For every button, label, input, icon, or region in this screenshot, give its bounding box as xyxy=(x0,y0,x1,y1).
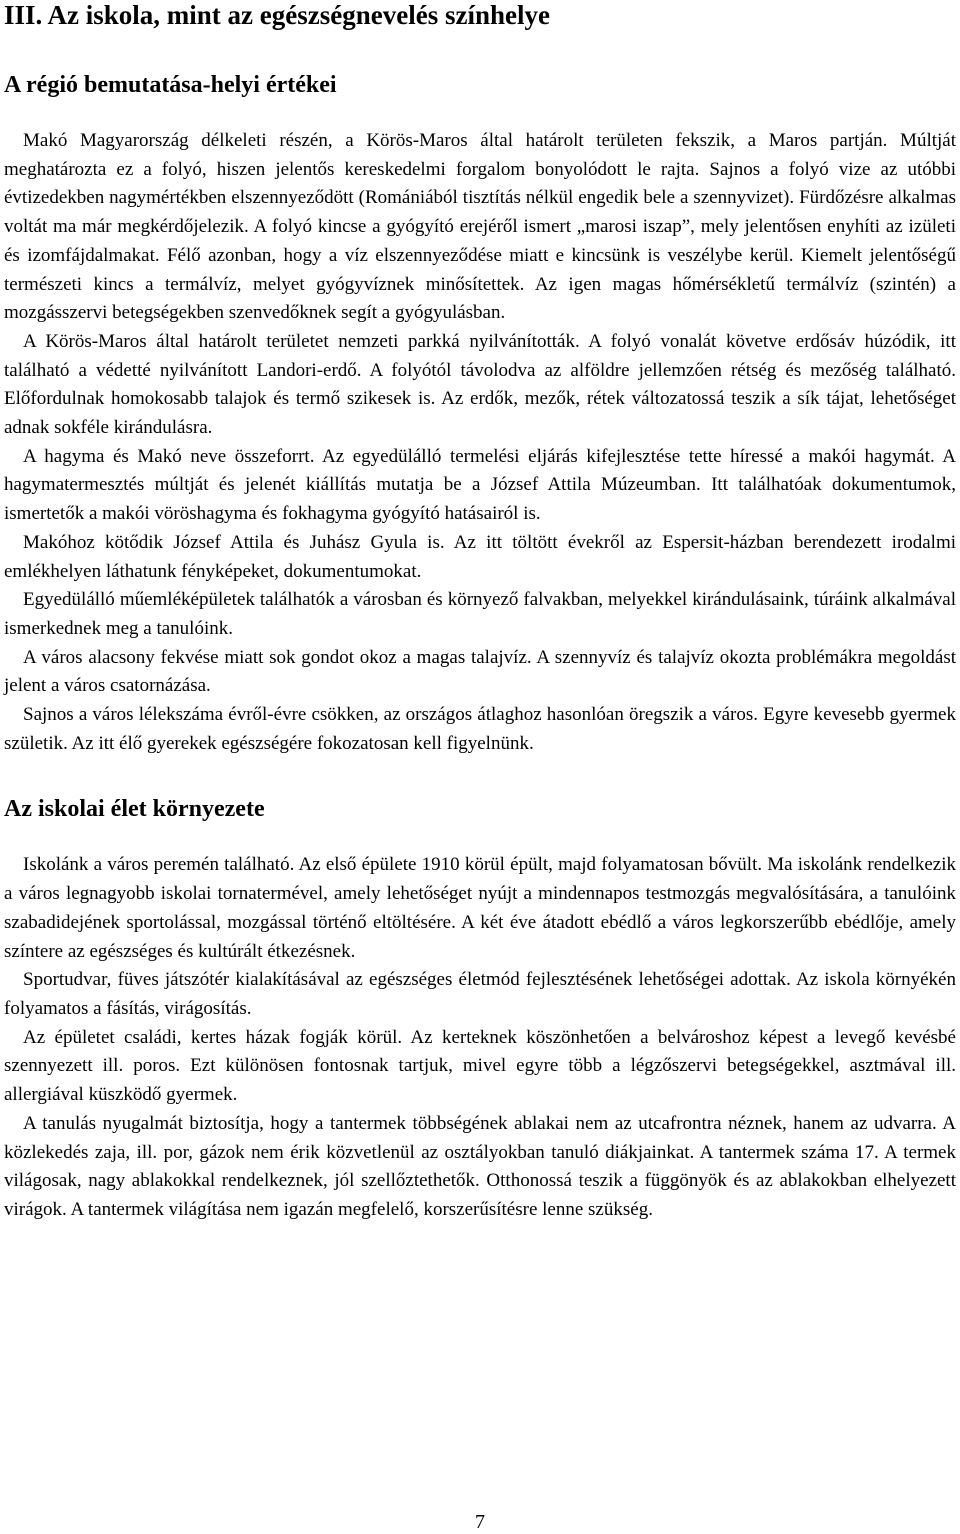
page-number: 7 xyxy=(475,1511,485,1533)
paragraph: A Körös-Maros által határolt területet nemzeti parkká nyilvánították. A folyó vonalát követve erdősáv húzódik, itt található a védetté nyilvánított Landori-erdő. A folyótól távolodva az alföldre jellemzően rétség és mezőség található. Előfordulnak homokosabb talajok és termő szikesek is. Az erdők, mezők, rétek változatossá teszik a sík tájat, lehetőséget adnak sokféle kirándulásra. xyxy=(4,330,956,439)
section-body-school xyxy=(4,851,956,1224)
paragraph: A hagyma és Makó neve összeforrt. Az egyedülálló termelési eljárás kifejlesztése tette híressé a makói hagymát. A hagymatermesztés múltját és jelenét kiállítás mutatja be a József Attila Múzeumban. Itt találhatóak dokumentumok, ismertetők a makói vöröshagyma és fokhagyma gyógyító hatásairól is. xyxy=(4,445,956,525)
document-page xyxy=(4,0,956,1225)
chapter-title: III. Az iskola, mint az egészségnevelés színhelye xyxy=(4,0,550,30)
paragraph: Makóhoz kötődik József Attila és Juhász Gyula is. Az itt töltött évekről az Espersit-házban berendezett irodalmi emlékhelyen láthatunk fényképeket, dokumentumokat. xyxy=(4,531,956,582)
section-heading-school: Az iskolai élet környezete xyxy=(4,796,265,823)
paragraph: Iskolánk a város peremén található. Az első épülete 1910 körül épült, majd folyamatosan bővült. Ma iskolánk rendelkezik a város legnagyobb iskolai tornatermével, amely lehetőséget nyújt a mindennapos testmozgás megvalósítására, a tanulóink szabadidejének sportolással, mozgással történő eltöltésére. A két éve átadott ebédlő a város legkorszerűbb ebédlője, amely színtere az egészséges és kultúrált étkezésnek. xyxy=(4,854,956,962)
paragraph: Sajnos a város lélekszáma évről-évre csökken, az országos átlaghoz hasonlóan öregszik a város. Egyre kevesebb gyermek születik. Az itt élő gyerekek egészségére fokozatosan kell figyelnünk. xyxy=(4,704,956,754)
section-heading-region: A régió bemutatása-helyi értékei xyxy=(4,72,337,98)
paragraph: A város alacsony fekvése miatt sok gondot okoz a magas talajvíz. A szennyvíz és talajvíz okozta problémákra megoldást jelent a város csatornázása. xyxy=(4,646,956,697)
paragraph: Az épületet családi, kertes házak fogják körül. Az kerteknek köszönhetően a belvároshoz képest a levegő kevésbé szennyezett ill. poros. Ezt különösen fontosnak tartjuk, mivel egyre több a légzőszervi betegségekkel, asztmával ill. allergiával küszködő gyermek. xyxy=(4,1026,956,1106)
section-body-region xyxy=(4,127,956,758)
paragraph: Egyedülálló műemléképületek találhatók a városban és környező falvakban, melyekkel kirándulásaink, túráink alkalmával ismerkednek meg a tanulóink. xyxy=(4,589,956,639)
paragraph: A tanulás nyugalmát biztosítja, hogy a tantermek többségének ablakai nem az utcafrontra néznek, hanem az udvarra. A közlekedés zaja, ill. por, gázok nem érik közvetlenül az osztályokban tanuló diákjainkat. A tantermek száma 17. A termek világosak, nagy ablakokkal rendelkeznek, jól szellőztethetők. Otthonossá teszik a függönyök és az ablakokban elhelyezett virágok. A tantermek világítása nem igazán megfelelő, korszerűsítésre lenne szükség. xyxy=(4,1112,956,1220)
paragraph: Makó Magyarország délkeleti részén, a Körös-Maros által határolt területen fekszik, a Maros partján. Múltját meghatározta ez a folyó, hiszen jelentős kereskedelmi forgalom bonyolódott le rajta. Sajnos a folyó vize az utóbbi évtizedekben nagymértékben elszennyeződött (Romániából tisztítás nélkül engedik bele a szennyvizet). Fürdőzésre alkalmas voltát ma már megkérdőjelezik. A folyó kincse a gyógyító erejéről ismert „marosi iszap”, mely jelentősen enyhíti az izületi és izomfájdalmakat. Félő azonban, hogy a víz elszennyeződése miatt e kincsünk is veszélybe kerül. Kiemelt jelentőségű természeti kincs a termálvíz, melyet gyógyvíznek minősítettek. Az igen magas hőmérsékletű termálvíz (szintén) a mozgásszervi betegségekben szenvedőknek segít a gyógyulásban. xyxy=(4,130,956,324)
paragraph: Sportudvar, füves játszótér kialakításával az egészséges életmód fejlesztésének lehetőségei adottak. Az iskola környékén folyamatos a fásítás, virágosítás. xyxy=(4,969,956,1019)
